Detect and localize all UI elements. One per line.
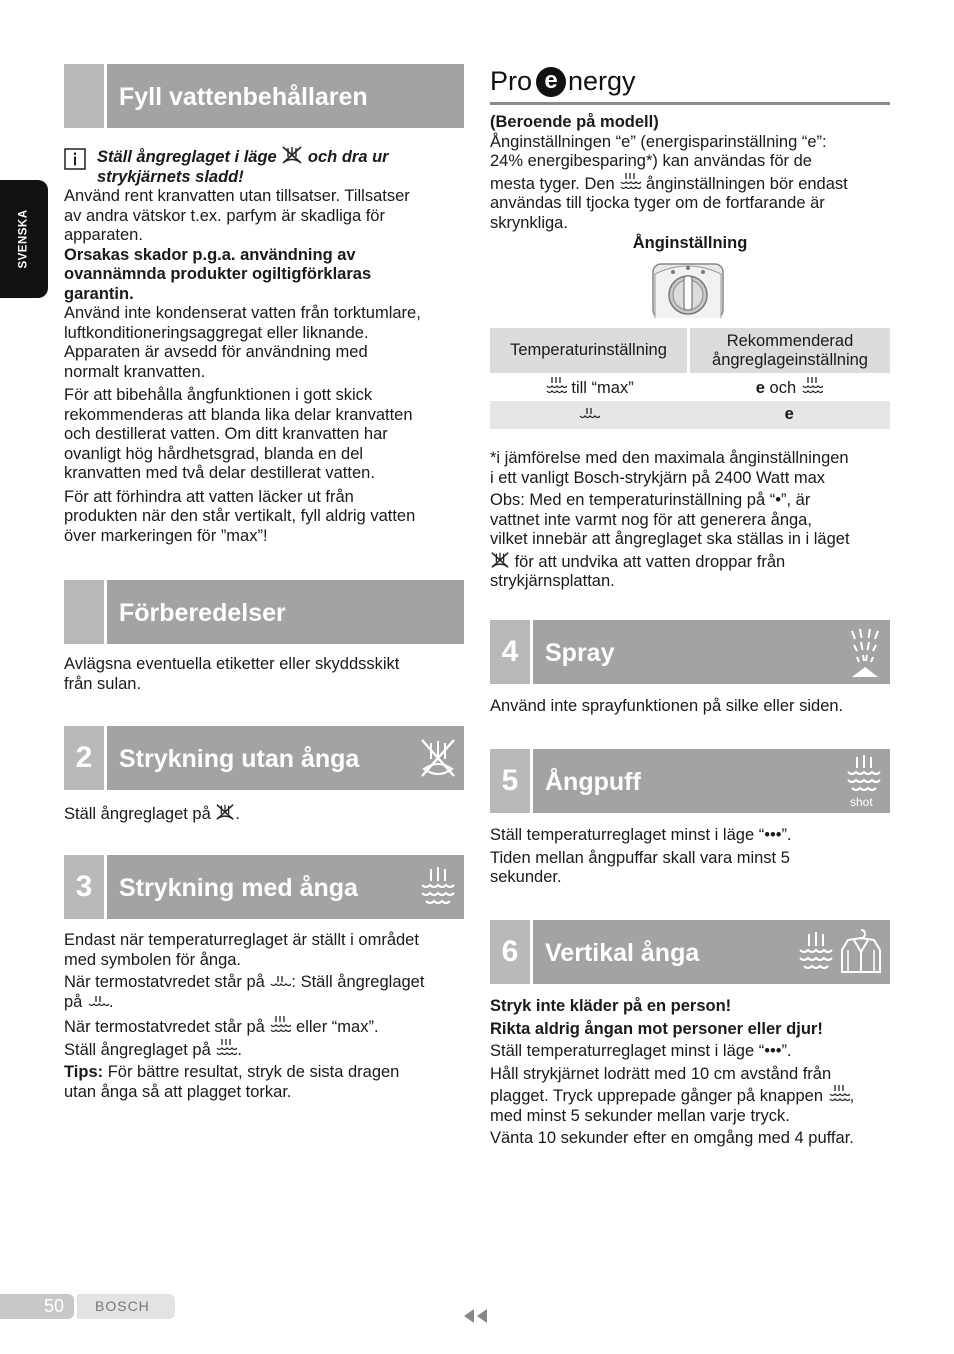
tips-label: Tips: (64, 1063, 104, 1081)
steam-icon (796, 930, 836, 974)
section-number: 3 (64, 855, 104, 919)
section-title: Vertikal ånga (545, 939, 700, 967)
paragraph-line: av andra vätskor t.ex. parfym är skadliga för (64, 206, 385, 225)
paragraph-line: För att förhindra att vatten läcker ut från (64, 487, 354, 506)
language-tab (0, 180, 48, 298)
proenergy-body: (Beroende på modell) Ånginställningen “e” (energisparinställning “e”: 24% energibesparing*) kan användas för de mesta tyger. Den ånginställningen bör endast användas till tjocka tyger om de fortfarande är skrynkliga. (490, 113, 890, 233)
table-row (490, 373, 890, 401)
section-header-prep (64, 580, 464, 644)
section-header-fill (64, 64, 464, 128)
paragraph-line: För att bibehålla ångfunktionen i gott skick (64, 386, 373, 404)
warning-line: Stryk inte kläder på en person! (490, 997, 732, 1015)
steam-high-icon (828, 1084, 850, 1104)
shot-label: shot (850, 795, 873, 809)
proenergy-logo (490, 64, 890, 106)
paragraph-line: Endast när temperaturreglaget är ställt i området (64, 931, 419, 949)
section-number: 4 (490, 620, 530, 684)
steam-high-icon (215, 1038, 237, 1058)
bold-line: garantin. (64, 284, 134, 303)
paragraph-line: Använd inte kondenserat vatten från torktumlare, (64, 304, 421, 322)
paragraph-line: över markeringen för ”max”! (64, 526, 268, 545)
model-note: (Beroende på modell) (490, 113, 659, 131)
spray-icon (846, 627, 884, 679)
table-header-cell: Temperaturinställning (490, 328, 689, 373)
paragraph-line: användas till tjocka tyger om de fortfarande är (490, 194, 825, 212)
paragraph-line: Ställ temperaturreglaget minst i läge “•••”. (490, 1042, 792, 1060)
paragraph-line: Avlägsna eventuella etiketter eller skyddsskikt (64, 655, 400, 673)
table-row (490, 401, 890, 429)
paragraph-line: apparaten. (64, 226, 143, 244)
no-steam-icon (215, 802, 235, 822)
section-number-block (64, 580, 104, 644)
steam-low-icon (578, 406, 600, 422)
section-number: 6 (490, 920, 530, 984)
paragraph-line: med minst 5 sekunder mellan varje tryck. (490, 1106, 790, 1125)
note-line: vattnet inte varmt nog för att generera ånga, (490, 510, 812, 529)
paragraph-line: sekunder. (490, 868, 562, 886)
logo-pro-text: Pro (490, 66, 533, 96)
section-title: Strykning med ånga (119, 874, 358, 902)
paragraph-line: 24% energibesparing*) kan användas för de (490, 152, 812, 170)
paragraph-line: Vänta 10 sekunder efter en omgång med 4 puffar. (490, 1129, 854, 1147)
paragraph-line: kranvatten med två delar destillerat vatten. (64, 464, 375, 482)
note-line: strykjärnsplattan. (490, 572, 615, 590)
dial-caption: Ånginställning (632, 234, 748, 252)
section-number: 5 (490, 749, 530, 813)
warning-text: Ställ ångreglaget i läge (97, 148, 277, 166)
footnote-line: i ett vanligt Bosch-strykjärn på 2400 Watt max (490, 468, 826, 487)
paragraph-line: Använd rent kranvatten utan tillsatser. Tillsatser (64, 187, 410, 205)
bold-line: ovannämnda produkter ogiltigförklaras (64, 265, 372, 283)
section-header-6 (490, 920, 890, 984)
section-header-2 (64, 726, 464, 790)
steam-low-icon (87, 994, 109, 1010)
paragraph-line: Apparaten är avsedd för användning med (64, 343, 368, 361)
no-steam-icon (490, 550, 510, 570)
page-number-tab (0, 1294, 74, 1319)
page-number: 50 (43, 1296, 64, 1316)
paragraph-line: produkten när den står vertikalt, fyll aldrig vatten (64, 507, 416, 525)
table-cell: e (689, 401, 891, 429)
logo-e-badge: e (536, 67, 566, 97)
steam-settings-table (490, 328, 890, 429)
section-number-block (64, 64, 104, 128)
warning-line: Rikta aldrig ångan mot personer eller djur! (490, 1019, 823, 1038)
note-line: vilket innebär att ångreglaget ska ställas in i läget (490, 530, 850, 548)
steam-high-icon (801, 376, 823, 396)
logo-nergy-text: nergy (568, 66, 636, 96)
table-cell: e och (689, 373, 891, 401)
s6-body: Stryk inte kläder på en person! Rikta aldrig ångan mot personer eller djur! Ställ temperaturreglaget minst i läge “•••”. Håll strykjärnet lodrätt med 10 cm avstånd från plagget. Tryck upprepade gånger på knappen , med minst 5 sekunder mellan varje tryck. Vänta 10 sekunder efter en omgång med 4 puffar. (490, 997, 900, 1149)
no-steam-icon (418, 737, 458, 779)
paragraph-line: ovanligt hög hårdhetsgrad, blanda en del (64, 444, 364, 463)
section-title: Fyll vattenbehållaren (119, 83, 368, 111)
steam-shot-icon (844, 754, 884, 794)
paragraph-line: Ställ temperaturreglaget minst i läge “•••”. (490, 826, 792, 844)
hanging-garment-icon (840, 928, 882, 976)
paragraph-line: skrynkliga. (490, 213, 568, 232)
s3-body: Endast när temperaturreglaget är ställt i området med symbolen för ånga. När termostatvredet står på : Ställ ångreglaget på . När termostatvredet står på eller “max”. Ställ ångreglaget på . Tips: För bättre resultat, stryk de sista dragen utan ånga så att plagget torkar. (64, 931, 464, 1102)
section-title: Förberedelser (119, 599, 286, 627)
bold-line: Orsakas skador p.g.a. användning av (64, 245, 356, 264)
info-icon (64, 148, 86, 170)
s2-body: Ställ ångreglaget på . (64, 802, 464, 825)
steam-high-icon (545, 376, 567, 396)
paragraph-line: rekommenderas att blanda lika delar kranvatten (64, 405, 413, 424)
warning-text-line2: strykjärnets sladd! (97, 167, 244, 186)
note-line: Obs: Med en temperaturinställning på “•”, är (490, 491, 811, 509)
s5-body (490, 826, 890, 888)
language-tab-label: SVENSKA (17, 209, 30, 269)
double-left-arrow-icon[interactable] (462, 1308, 490, 1324)
s4-body: Använd inte sprayfunktionen på silke eller siden. (490, 697, 844, 715)
paragraph-line: Håll strykjärnet lodrätt med 10 cm avstånd från (490, 1064, 832, 1083)
footnote-line: *i jämförelse med den maximala ånginställningen (490, 449, 849, 467)
brand-tab (77, 1294, 175, 1319)
section-number: 2 (64, 726, 104, 790)
table-header-cell: Rekommenderad ångreglageinställning (689, 328, 891, 373)
section-header-4 (490, 620, 890, 684)
logo-underline (490, 102, 890, 105)
no-steam-icon (281, 145, 303, 165)
paragraph-line: och destillerat vatten. Om ditt kranvatten har (64, 425, 388, 443)
paragraph-line: Tiden mellan ångpuffar skall vara minst 5 (490, 848, 790, 867)
table-cell (490, 401, 689, 429)
steam-icon (418, 865, 458, 909)
proenergy-notes: *i jämförelse med den maximala ånginställningen i ett vanligt Bosch-strykjärn på 2400 Watt max Obs: Med en temperaturinställning på “•”, är vattnet inte varmt nog för att generera ånga, vilket innebär att ångreglaget ska ställas in i läget för att undvika att vatten droppar från strykjärnsplattan. (490, 449, 900, 592)
section-header-3 (64, 855, 464, 919)
section-header-5 (490, 749, 890, 813)
table-cell: till “max” (490, 373, 689, 401)
steam-high-icon (269, 1015, 291, 1035)
steam-high-icon (619, 172, 641, 192)
section-title: Ångpuff (545, 768, 641, 796)
paragraph-line: med symbolen för ånga. (64, 950, 242, 969)
brand-label: BOSCH (95, 1298, 150, 1314)
table-header-row (490, 328, 890, 373)
paragraph-line: luftkonditioneringsaggregat eller liknande. (64, 323, 369, 342)
paragraph-line: normalt kranvatten. (64, 362, 206, 381)
instruction-text: Ställ ångreglaget på (64, 805, 211, 823)
paragraph-line: utan ånga så att plagget torkar. (64, 1082, 292, 1101)
paragraph-line: från sulan. (64, 674, 142, 693)
section-title: Strykning utan ånga (119, 745, 360, 773)
prep-section-body (64, 655, 464, 694)
section-title: Spray (545, 639, 615, 667)
paragraph-line: Ånginställningen “e” (energisparinställning “e”: (490, 132, 827, 151)
steam-dial-illustration (651, 262, 725, 318)
steam-low-icon (269, 974, 291, 990)
